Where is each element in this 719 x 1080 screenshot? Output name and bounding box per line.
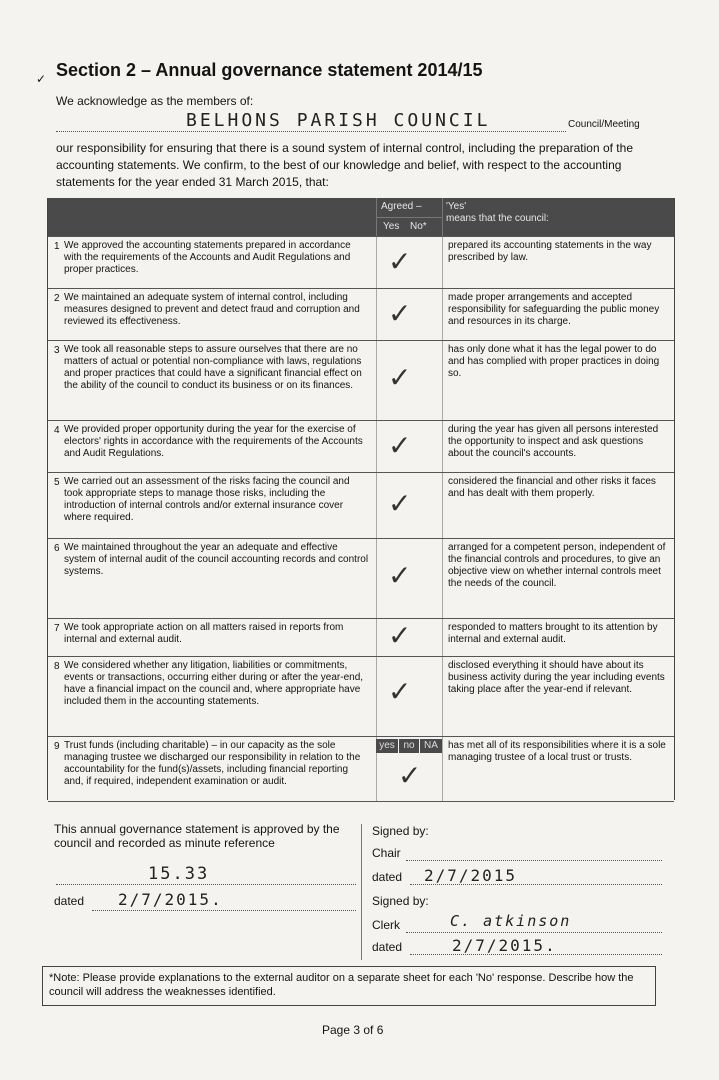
row-means: has met all of its responsibilities where it is a sole managing trustee of a local trust or trusts. xyxy=(448,740,666,763)
row-statement: We maintained throughout the year an adequate and effective system of internal audit of the council accounting records and control systems. xyxy=(64,542,369,577)
minute-ref-value: 15.33 xyxy=(148,864,210,884)
margin-tick-icon: ✓ xyxy=(36,72,47,86)
column-divider xyxy=(376,341,377,421)
tick-icon: ✓ xyxy=(388,297,412,330)
council-meeting-label: Council/Meeting xyxy=(568,119,640,130)
column-divider xyxy=(442,421,443,473)
note-box: *Note: Please provide explanations to the external auditor on a separate sheet for each 'No' response. Describe how the council will address the weaknesses identified. xyxy=(42,966,656,1006)
table-row xyxy=(48,538,674,619)
row-means: has only done what it has the legal power to do and has complied with proper practices in doing so. xyxy=(448,344,660,379)
table-row xyxy=(48,236,674,289)
row-means: arranged for a competent person, independent of the financial controls and procedures, to give an objective view on whether internal controls meet the needs of the council. xyxy=(448,542,666,589)
row-means: made proper arrangements and accepted responsibility for safeguarding the public money and resources in its charge. xyxy=(448,292,660,327)
clerk-signature: C. atkinson xyxy=(450,912,572,930)
column-divider xyxy=(442,237,443,289)
tick-icon: ✓ xyxy=(388,559,412,592)
row-number: 9 xyxy=(54,741,60,752)
row-number: 7 xyxy=(54,623,60,634)
row-means: considered the financial and other risks it faces and has dealt with them properly. xyxy=(448,476,656,499)
column-divider xyxy=(442,539,443,619)
row-means: responded to matters brought to its attention by internal and external audit. xyxy=(448,622,658,645)
row-number: 1 xyxy=(54,241,60,252)
column-divider xyxy=(442,473,443,539)
column-divider xyxy=(376,539,377,619)
clerk-label: Clerk xyxy=(372,918,401,932)
row-means: disclosed everything it should have about its business activity during the year including events taking place after the year-end if relevant. xyxy=(448,660,665,695)
row-number: 3 xyxy=(54,345,60,356)
table-row xyxy=(48,288,674,341)
section-title: Section 2 – Annual governance statement 2014/15 xyxy=(56,60,483,80)
table-header xyxy=(48,198,674,236)
tick-icon: ✓ xyxy=(388,361,412,394)
chair-label: Chair xyxy=(372,846,401,860)
tick-icon: ✓ xyxy=(388,619,412,652)
row9-no-label: no xyxy=(399,739,419,753)
column-divider xyxy=(376,473,377,539)
row-statement: We considered whether any litigation, liabilities or commitments, events or transactions, occurring either during or after the year-end, have a financial impact on the council and, where appropriate have included them in the accounting statements. xyxy=(64,660,364,707)
row9-yes-label: yes xyxy=(376,739,398,753)
row-number: 2 xyxy=(54,293,60,304)
column-divider xyxy=(376,421,377,473)
tick-icon: ✓ xyxy=(388,429,412,462)
column-divider xyxy=(442,289,443,341)
column-divider xyxy=(442,657,443,737)
row-statement: We took appropriate action on all matters raised in reports from internal and external audit. xyxy=(64,622,344,645)
row-statement: We approved the accounting statements prepared in accordance with the requirements of the Accounts and Audit Regulations and proper practices. xyxy=(64,240,351,275)
header-divider xyxy=(376,217,442,218)
tick-icon: ✓ xyxy=(388,487,412,520)
intro-text: our responsibility for ensuring that there is a sound system of internal control, including the preparation of the accounting statements. We confirm, to the best of our knowledge and belief, with respect to the accounting statements for the year ended 31 March 2015, that: xyxy=(56,141,633,189)
clerk-signed-by-label: Signed by: xyxy=(372,894,429,908)
chair-dated-value: 2/7/2015 xyxy=(424,866,518,885)
row-statement: We carried out an assessment of the risks facing the council and took appropriate steps to manage those risks, including the introduction of internal controls and/or external insurance cover where required. xyxy=(64,476,350,523)
column-divider xyxy=(442,341,443,421)
column-divider xyxy=(376,237,377,289)
row-statement: We maintained an adequate system of internal control, including measures designed to prevent and detect fraud and corruption and reviewed its effectiveness. xyxy=(64,292,360,327)
approval-dated-label: dated xyxy=(54,894,85,908)
signature-divider xyxy=(361,824,362,960)
row-statement: We provided proper opportunity during the year for the exercise of electors' rights in accordance with the requirements of the Accounts and Audit Regulations. xyxy=(64,424,363,459)
column-divider xyxy=(376,619,377,657)
row-number: 4 xyxy=(54,425,60,436)
approval-dated-value: 2/7/2015. xyxy=(118,890,223,909)
row-statement: Trust funds (including charitable) – in our capacity as the sole managing trustee we discharged our responsibility in relation to the accountability for the fund(s)/assets, including financial reporting and, if required, independent examination or audit. xyxy=(64,740,361,787)
row-statement: We took all reasonable steps to assure ourselves that there are no matters of actual or potential non-compliance with laws, regulations and proper practices that could have a significant financial effect on the ability of the council to conduct its business or on its finances. xyxy=(64,344,362,391)
council-name: BELHONS PARISH COUNCIL xyxy=(186,110,491,131)
table-row xyxy=(48,340,674,421)
approval-text: This annual governance statement is approved by the council and recorded as minute reference xyxy=(54,822,340,850)
column-divider xyxy=(442,737,443,801)
table-row xyxy=(48,656,674,737)
row-number: 5 xyxy=(54,477,60,488)
yes-header: Yes xyxy=(383,221,400,232)
column-divider xyxy=(376,289,377,341)
column-divider xyxy=(442,619,443,657)
no-header: No* xyxy=(410,221,427,232)
clerk-dated-label: dated xyxy=(372,940,403,954)
row-means: prepared its accounting statements in the way prescribed by law. xyxy=(448,240,652,263)
clerk-dated-value: 2/7/2015. xyxy=(452,936,557,955)
table-row xyxy=(48,420,674,473)
table-row xyxy=(48,472,674,539)
means-header: means that the council: xyxy=(446,213,549,224)
table-row xyxy=(48,618,674,657)
row9-na-label: NA xyxy=(420,739,442,753)
row-number: 8 xyxy=(54,661,60,672)
table-row xyxy=(48,736,674,802)
chair-signature-field xyxy=(406,844,662,861)
page-number: Page 3 of 6 xyxy=(322,1023,384,1037)
column-divider xyxy=(376,657,377,737)
governance-table xyxy=(47,198,675,800)
tick-icon: ✓ xyxy=(388,675,412,708)
row-number: 6 xyxy=(54,543,60,554)
chair-signed-by-label: Signed by: xyxy=(372,824,429,838)
acknowledge-label: We acknowledge as the members of: xyxy=(56,94,254,108)
header-divider xyxy=(442,198,443,236)
chair-dated-label: dated xyxy=(372,870,403,884)
row-means: during the year has given all persons interested the opportunity to inspect and ask questions about the council's accounts. xyxy=(448,424,659,459)
yes-quote-header: 'Yes' xyxy=(446,201,467,212)
agreed-header: Agreed – xyxy=(381,201,422,212)
tick-icon: ✓ xyxy=(398,759,422,792)
tick-icon: ✓ xyxy=(388,245,412,278)
